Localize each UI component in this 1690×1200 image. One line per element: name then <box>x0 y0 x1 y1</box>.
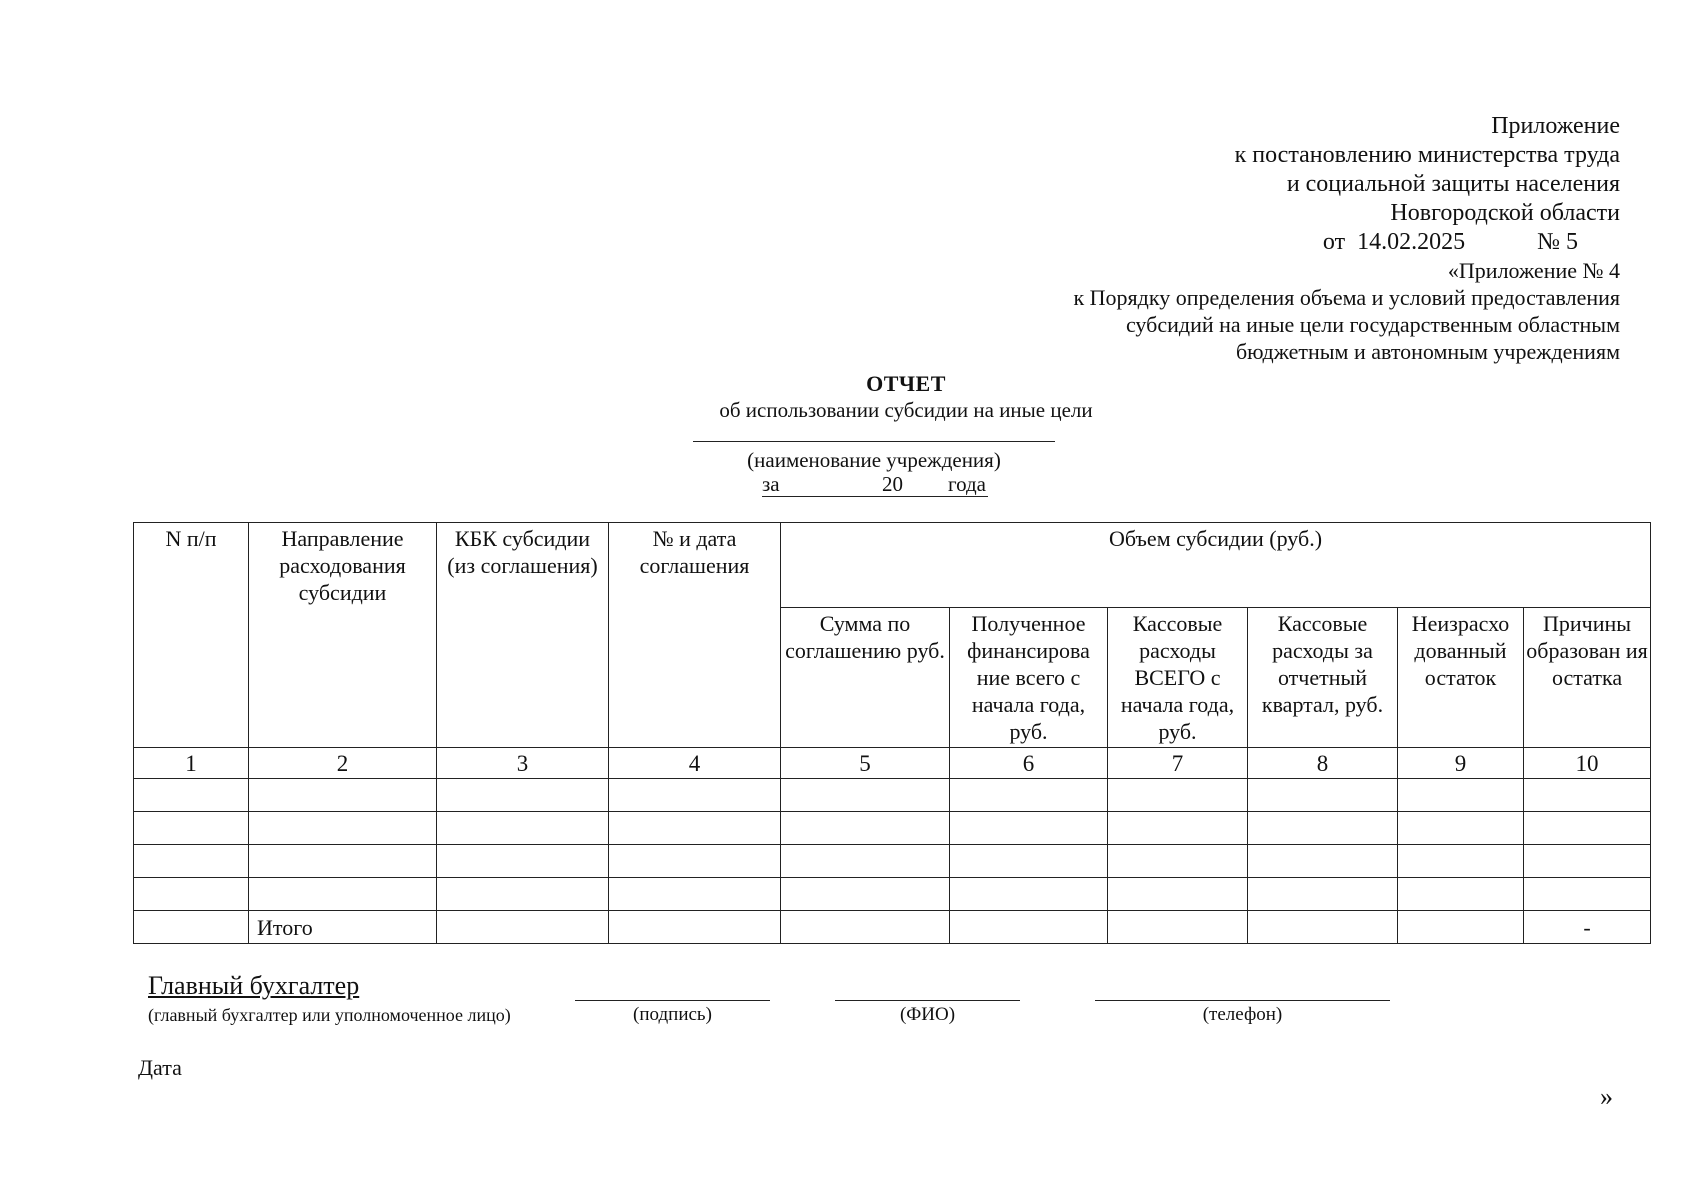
appendix-title: Приложение <box>1491 113 1620 139</box>
col-header-agreement-sum: Сумма по соглашению руб. <box>781 608 950 748</box>
table-cell[interactable] <box>437 779 609 812</box>
table-cell[interactable] <box>1108 779 1248 812</box>
table-cell[interactable] <box>781 911 950 944</box>
column-number: 7 <box>1108 748 1248 779</box>
table-cell[interactable] <box>950 812 1108 845</box>
table-cell[interactable] <box>134 812 249 845</box>
table-cell[interactable] <box>249 878 437 911</box>
table-cell[interactable] <box>437 845 609 878</box>
column-number: 9 <box>1398 748 1524 779</box>
total-label: Итого <box>249 911 437 944</box>
procedure-line: бюджетным и автономным учреждениям <box>1235 339 1620 364</box>
table-cell[interactable] <box>1398 845 1524 878</box>
group-header-subsidy-volume: Объем субсидии (руб.) <box>781 523 1651 608</box>
table-cell[interactable] <box>609 845 781 878</box>
column-number: 3 <box>437 748 609 779</box>
table-cell[interactable] <box>1398 779 1524 812</box>
table-cell[interactable] <box>1248 911 1398 944</box>
signature-caption: (подпись) <box>633 1004 712 1025</box>
signature-field[interactable] <box>575 1000 770 1001</box>
table-cell[interactable] <box>1248 812 1398 845</box>
col-header-number: N п/п <box>134 523 249 748</box>
table-cell[interactable] <box>134 845 249 878</box>
appendix-ref-line: Новгородской области <box>1390 200 1620 226</box>
table-cell[interactable] <box>1398 878 1524 911</box>
table-cell[interactable] <box>1248 779 1398 812</box>
decree-date-number <box>920 228 1620 257</box>
full-name-field[interactable] <box>835 1000 1020 1001</box>
decree-number: № 5 <box>1537 229 1578 255</box>
institution-caption: (наименование учреждения) <box>747 448 1001 472</box>
chief-accountant-caption: (главный бухгалтер или уполномоченное лицо) <box>148 1005 511 1025</box>
appendix-ref-line: и социальной защиты населения <box>1286 171 1620 197</box>
period-year-suffix: года <box>948 472 986 496</box>
table-cell[interactable] <box>609 812 781 845</box>
table-cell[interactable] <box>437 878 609 911</box>
column-number-row <box>134 748 1651 779</box>
period-year-prefix: 20 <box>882 472 903 496</box>
table-cell[interactable] <box>249 845 437 878</box>
phone-field[interactable] <box>1095 1000 1390 1001</box>
col-header-cash-quarter: Кассовые расходы за отчетный квартал, руб. <box>1248 608 1398 748</box>
chief-accountant-title: Главный бухгалтер <box>148 971 360 1000</box>
appendix-header <box>920 112 1620 365</box>
col-header-cash-total: Кассовые расходы ВСЕГО с начала года, руб. <box>1108 608 1248 748</box>
date-label: Дата <box>138 1055 182 1080</box>
report-subtitle: об использовании субсидии на иные цели <box>719 398 1093 422</box>
table-cell[interactable] <box>609 911 781 944</box>
date-prefix: от <box>1322 229 1346 255</box>
col-header-kbk: КБК субсидии (из соглашения) <box>437 523 609 748</box>
total-reason-cell: - <box>1524 911 1651 944</box>
procedure-line: к Порядку определения объема и условий предоставления <box>1073 285 1620 310</box>
table-cell[interactable] <box>134 878 249 911</box>
table-cell[interactable] <box>950 878 1108 911</box>
table-cell[interactable] <box>1524 878 1651 911</box>
table-cell[interactable] <box>1108 845 1248 878</box>
table-row <box>134 812 1651 845</box>
table-cell[interactable] <box>1248 845 1398 878</box>
table-cell[interactable] <box>437 812 609 845</box>
table-cell[interactable] <box>781 878 950 911</box>
table-cell[interactable] <box>1524 845 1651 878</box>
table-cell[interactable] <box>1248 878 1398 911</box>
table-cell[interactable] <box>781 845 950 878</box>
col-header-agreement: № и дата соглашения <box>609 523 781 748</box>
column-number: 10 <box>1524 748 1651 779</box>
full-name-caption: (ФИО) <box>899 1004 956 1025</box>
table-cell[interactable] <box>1108 812 1248 845</box>
col-header-direction: Направление расходования субсидии <box>249 523 437 748</box>
table-row <box>134 878 1651 911</box>
table-cell[interactable] <box>950 911 1108 944</box>
col-header-received-funding: Полученное финансирова ние всего с начала года, руб. <box>950 608 1108 748</box>
table-cell[interactable] <box>1398 812 1524 845</box>
table-cell[interactable] <box>1108 911 1248 944</box>
table-cell[interactable] <box>950 845 1108 878</box>
phone-caption: (телефон) <box>1202 1004 1283 1025</box>
period-for-label: за <box>762 472 780 496</box>
column-number: 6 <box>950 748 1108 779</box>
table-cell[interactable] <box>1524 812 1651 845</box>
table-cell[interactable] <box>609 779 781 812</box>
report-title: ОТЧЕТ <box>866 371 946 396</box>
closing-quote: » <box>1600 1082 1613 1111</box>
column-number: 1 <box>134 748 249 779</box>
column-number: 4 <box>609 748 781 779</box>
column-number: 2 <box>249 748 437 779</box>
table-row <box>134 845 1651 878</box>
table-cell[interactable] <box>781 779 950 812</box>
appendix-ref-line: к постановлению министерства труда <box>1234 142 1620 168</box>
table-cell[interactable] <box>781 812 950 845</box>
table-cell[interactable] <box>1524 779 1651 812</box>
decree-date: 14.02.2025 <box>1357 229 1466 255</box>
subsidy-report-table <box>133 522 1651 944</box>
table-cell[interactable] <box>249 779 437 812</box>
table-cell[interactable] <box>950 779 1108 812</box>
column-number: 5 <box>781 748 950 779</box>
table-cell[interactable] <box>249 812 437 845</box>
period-field[interactable] <box>762 472 988 497</box>
table-row <box>134 779 1651 812</box>
column-number: 8 <box>1248 748 1398 779</box>
table-cell[interactable] <box>1108 878 1248 911</box>
table-cell[interactable] <box>134 911 249 944</box>
table-cell[interactable] <box>609 878 781 911</box>
table-cell[interactable] <box>134 779 249 812</box>
table-cell[interactable] <box>1398 911 1524 944</box>
institution-name-field[interactable] <box>693 441 1055 442</box>
col-header-unspent: Неизрасхо дованный остаток <box>1398 608 1524 748</box>
procedure-line: субсидий на иные цели государственным областным <box>1125 312 1620 337</box>
appendix-4-line: «Приложение № 4 <box>1447 258 1620 283</box>
total-row <box>134 911 1651 944</box>
col-header-reasons: Причины образован ия остатка <box>1524 608 1651 748</box>
table-cell[interactable] <box>437 911 609 944</box>
